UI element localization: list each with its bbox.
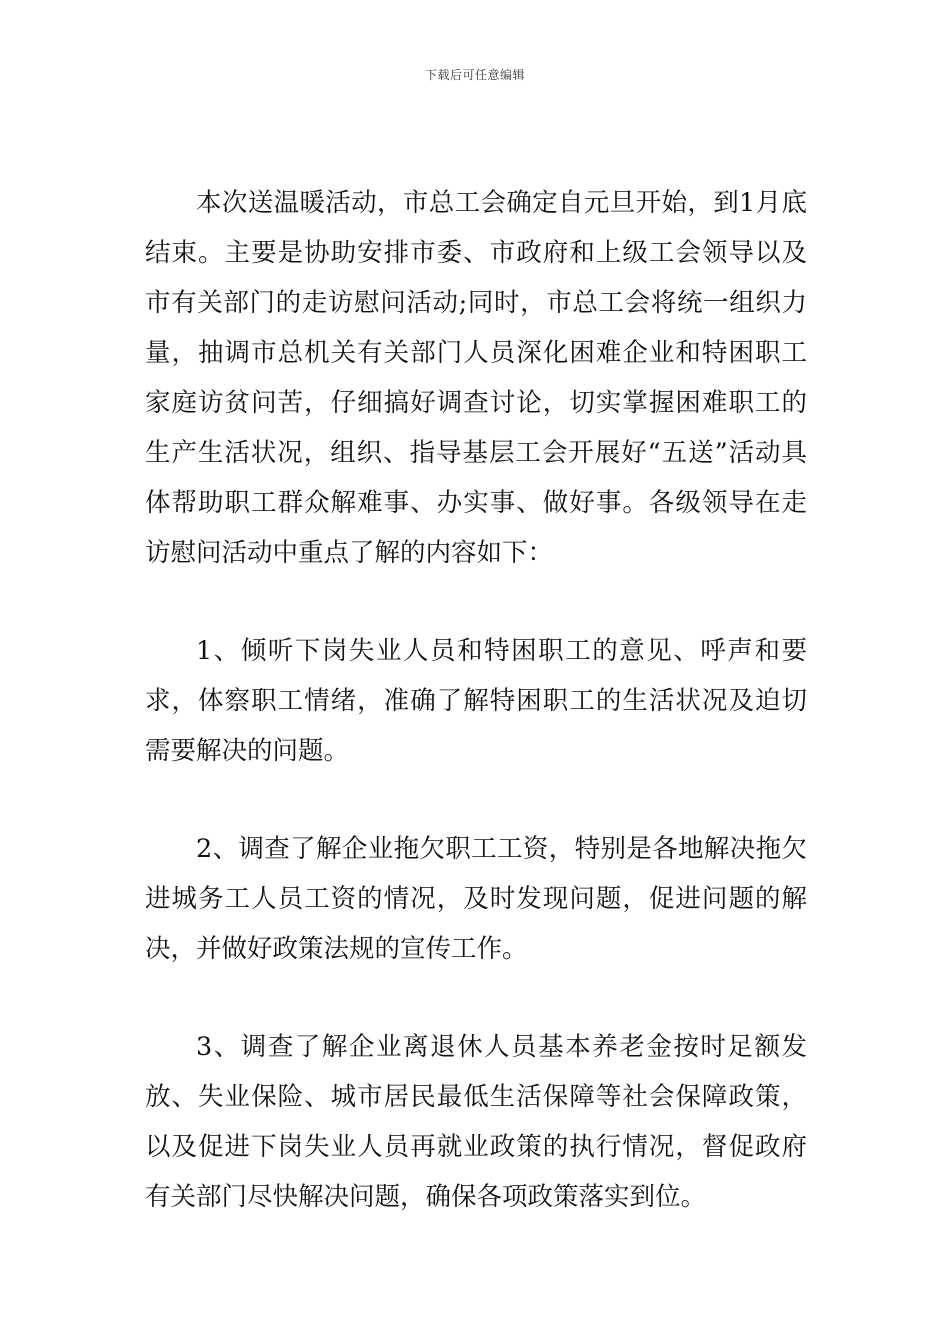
- page-header-note: 下载后可任意编辑: [424, 68, 525, 82]
- paragraph-intro: 本次送温暖活动，市总工会确定自元旦开始，到1月底结束。主要是协助安排市委、市政府和上级工会领导以及市有关部门的走访慰问活动;同时，市总工会将统一组织力量，抽调市总机关有关部门人员深化困难企业和特困职工家庭访贫问苦，仔细搞好调查讨论，切实掌握困难职工的生产生活状况，组织、指导基层工会开展好“五送”活动具体帮助职工群众解难事、办实事、做好事。各级领导在走访慰问活动中重点了解的内容如下：: [145, 188, 807, 568]
- paragraph-item-2: 2、调查了解企业拖欠职工工资，特别是各地解决拖欠进城务工人员工资的情况，及时发现问题，促进问题的解决，并做好政策法规的宣传工作。: [145, 834, 807, 964]
- paragraph-item-1: 1、倾听下岗失业人员和特困职工的意见、呼声和要求，体察职工情绪，准确了解特困职工的生活状况及迫切需要解决的问题。: [145, 636, 807, 766]
- document-body: [145, 178, 807, 1222]
- paragraph-item-3: 3、调查了解企业离退休人员基本养老金按时足额发放、失业保险、城市居民最低生活保障等社会保障政策，以及促进下岗失业人员再就业政策的执行情况，督促政府有关部门尽快解决问题，确保各项政策落实到位。: [145, 1032, 807, 1212]
